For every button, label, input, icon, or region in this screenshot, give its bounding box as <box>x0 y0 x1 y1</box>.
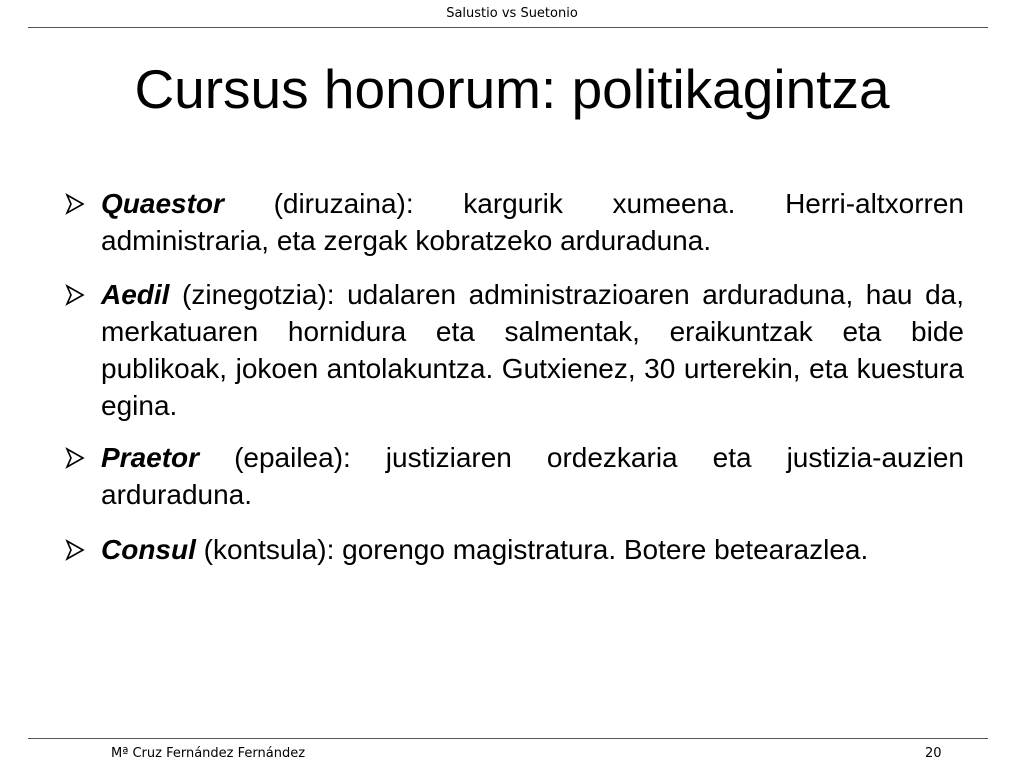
list-item <box>64 531 964 568</box>
arrowhead-bullet-icon <box>64 531 96 568</box>
term-description: (diruzaina): kargurik xumeena. Herri-altxorren administraria, eta zergak kobratzeko arduraduna. <box>101 188 964 256</box>
arrowhead-bullet-icon <box>64 439 96 476</box>
term: Aedil <box>101 279 170 310</box>
list-item <box>64 276 964 424</box>
footer-author: Mª Cruz Fernández Fernández <box>111 746 306 761</box>
term-description: (epailea): justiziaren ordezkaria eta justizia-auzien arduraduna. <box>101 442 964 510</box>
list-item <box>64 439 964 513</box>
term-description: (kontsula): gorengo magistratura. Botere betearazlea. <box>195 534 869 565</box>
header-text: Salustio vs Suetonio <box>446 6 578 21</box>
arrowhead-bullet-icon <box>64 185 96 222</box>
bullet-list <box>64 185 964 585</box>
term: Consul <box>101 534 196 565</box>
page-title: Cursus honorum: politikagintza <box>134 58 890 120</box>
term: Praetor <box>101 442 200 473</box>
header-divider <box>28 27 988 28</box>
footer-divider <box>28 738 988 739</box>
term-description: (zinegotzia): udalaren administrazioaren arduraduna, hau da, merkatuaren hornidura eta salmentak, eraikuntzak eta bide publikoak, jokoen antolakuntza. Gutxienez, 30 urterekin, eta kuestura egina. <box>101 279 964 421</box>
page-number: 20 <box>925 746 942 761</box>
term: Quaestor <box>101 188 224 219</box>
arrowhead-bullet-icon <box>64 276 96 313</box>
list-item <box>64 185 964 259</box>
